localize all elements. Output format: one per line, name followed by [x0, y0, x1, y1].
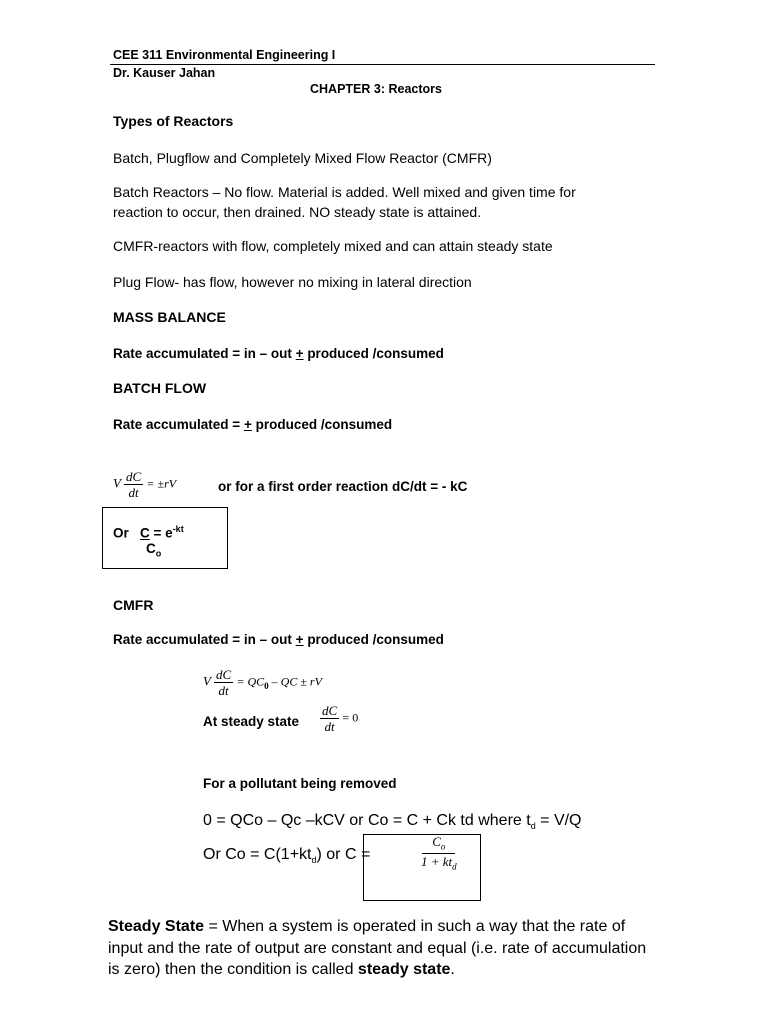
co-term: C	[146, 541, 156, 556]
def-text-1: = When a system is operated in such a way that the rate of	[204, 918, 626, 935]
eq-prefix: Rate accumulated = in – out	[113, 632, 296, 647]
eq-suffix: produced /consumed	[303, 346, 444, 361]
c-term: C	[140, 525, 150, 541]
batch-desc-2: reaction to occur, then drained. NO steady state is attained.	[113, 204, 482, 220]
batch-solution	[113, 524, 184, 541]
eq-prefix: Rate accumulated = in – out	[113, 346, 296, 361]
line2-sub: d	[311, 855, 317, 866]
mass-balance-heading: MASS BALANCE	[113, 309, 226, 325]
header-rule	[110, 64, 655, 65]
batch-ode	[113, 470, 176, 499]
mass-balance-equation	[113, 346, 444, 361]
ode-num: dC	[125, 469, 142, 484]
line1-sub: d	[530, 821, 536, 832]
line2-b: ) or	[316, 846, 345, 863]
ode-fraction	[214, 668, 233, 697]
cmfr-ode	[203, 668, 322, 697]
types-intro: Batch, Plugflow and Completely Mixed Flow Reactor (CMFR)	[113, 150, 492, 166]
ode-rhs: = ±rV	[146, 476, 177, 491]
batch-solution-denominator	[146, 541, 161, 559]
num-c: C	[432, 834, 441, 849]
plug-desc: Plug Flow- has flow, however no mixing in lateral direction	[113, 274, 472, 290]
chapter-title: CHAPTER 3: Reactors	[310, 82, 442, 96]
cmfr-solution-fraction	[421, 835, 457, 871]
steady-state-term: Steady State	[108, 918, 205, 935]
plus-minus: +	[295, 346, 304, 361]
ode-v: V	[113, 475, 121, 491]
removal-line-2	[203, 846, 370, 865]
solution-den	[421, 854, 457, 872]
ode-rhs: = QC	[236, 674, 265, 689]
solution-fraction	[421, 835, 457, 871]
def-text-3b: steady state	[357, 961, 451, 978]
line2-c: C =	[344, 846, 371, 863]
ode-den: dt	[128, 485, 139, 500]
ode-den: dt	[218, 683, 229, 698]
den-sub: d	[452, 861, 457, 872]
batch-equation	[113, 417, 392, 432]
plus-minus: +	[295, 632, 304, 647]
line2-a: Or Co = C(1+kt	[203, 846, 312, 863]
types-heading: Types of Reactors	[113, 113, 234, 129]
ode-rhs-sub: 0	[264, 681, 269, 692]
co-sub: o	[155, 548, 162, 559]
ode-rhs2: – QC ± rV	[268, 674, 322, 689]
def-text-3a: is zero) then the condition is called	[108, 961, 358, 978]
or-label: Or	[113, 525, 129, 541]
cmfr-equation	[113, 632, 444, 647]
num-sub: o	[440, 841, 446, 852]
cmfr-heading: CMFR	[113, 597, 154, 613]
den-text: 1 + kt	[421, 853, 453, 869]
plus-minus: +	[243, 417, 252, 432]
def-text-3c: .	[450, 961, 455, 978]
steady-state-def-2: input and the rate of output are constant and equal (i.e. rate of accumulation	[108, 940, 647, 957]
steady-fraction	[320, 704, 339, 733]
steady-state-label: At steady state	[203, 714, 300, 729]
ode-fraction	[124, 470, 143, 499]
steady-den: dt	[324, 719, 335, 734]
line1-a: 0 = QCo – Qc –kCV or Co = C + Ck td where t	[203, 812, 531, 829]
eq-term: = e	[149, 525, 173, 541]
pollutant-heading: For a pollutant being removed	[203, 776, 397, 791]
steady-rhs: = 0	[342, 710, 359, 725]
course-title: CEE 311 Environmental Engineering I	[113, 48, 336, 62]
steady-state-def-1	[108, 918, 625, 936]
line1-b: = V/Q	[535, 812, 582, 829]
batch-desc-1: Batch Reactors – No flow. Material is added. Well mixed and given time for	[113, 184, 576, 200]
batch-flow-heading: BATCH FLOW	[113, 380, 207, 396]
ode-v: V	[203, 673, 211, 689]
cmfr-desc: CMFR-reactors with flow, completely mixed and can attain steady state	[113, 238, 553, 254]
exponent: -kt	[172, 524, 184, 534]
ode-num: dC	[215, 667, 232, 682]
eq-suffix: produced /consumed	[303, 632, 444, 647]
steady-num: dC	[322, 703, 338, 718]
steady-state-def-3	[108, 961, 455, 979]
eq-prefix: Rate accumulated =	[113, 417, 244, 432]
author: Dr. Kauser Jahan	[113, 66, 216, 80]
steady-state-eq	[320, 704, 358, 733]
first-order-note: or for a first order reaction dC/dt = - kC	[218, 479, 468, 494]
removal-line-1	[203, 812, 582, 831]
eq-suffix: produced /consumed	[251, 417, 393, 432]
solution-num	[422, 835, 455, 854]
